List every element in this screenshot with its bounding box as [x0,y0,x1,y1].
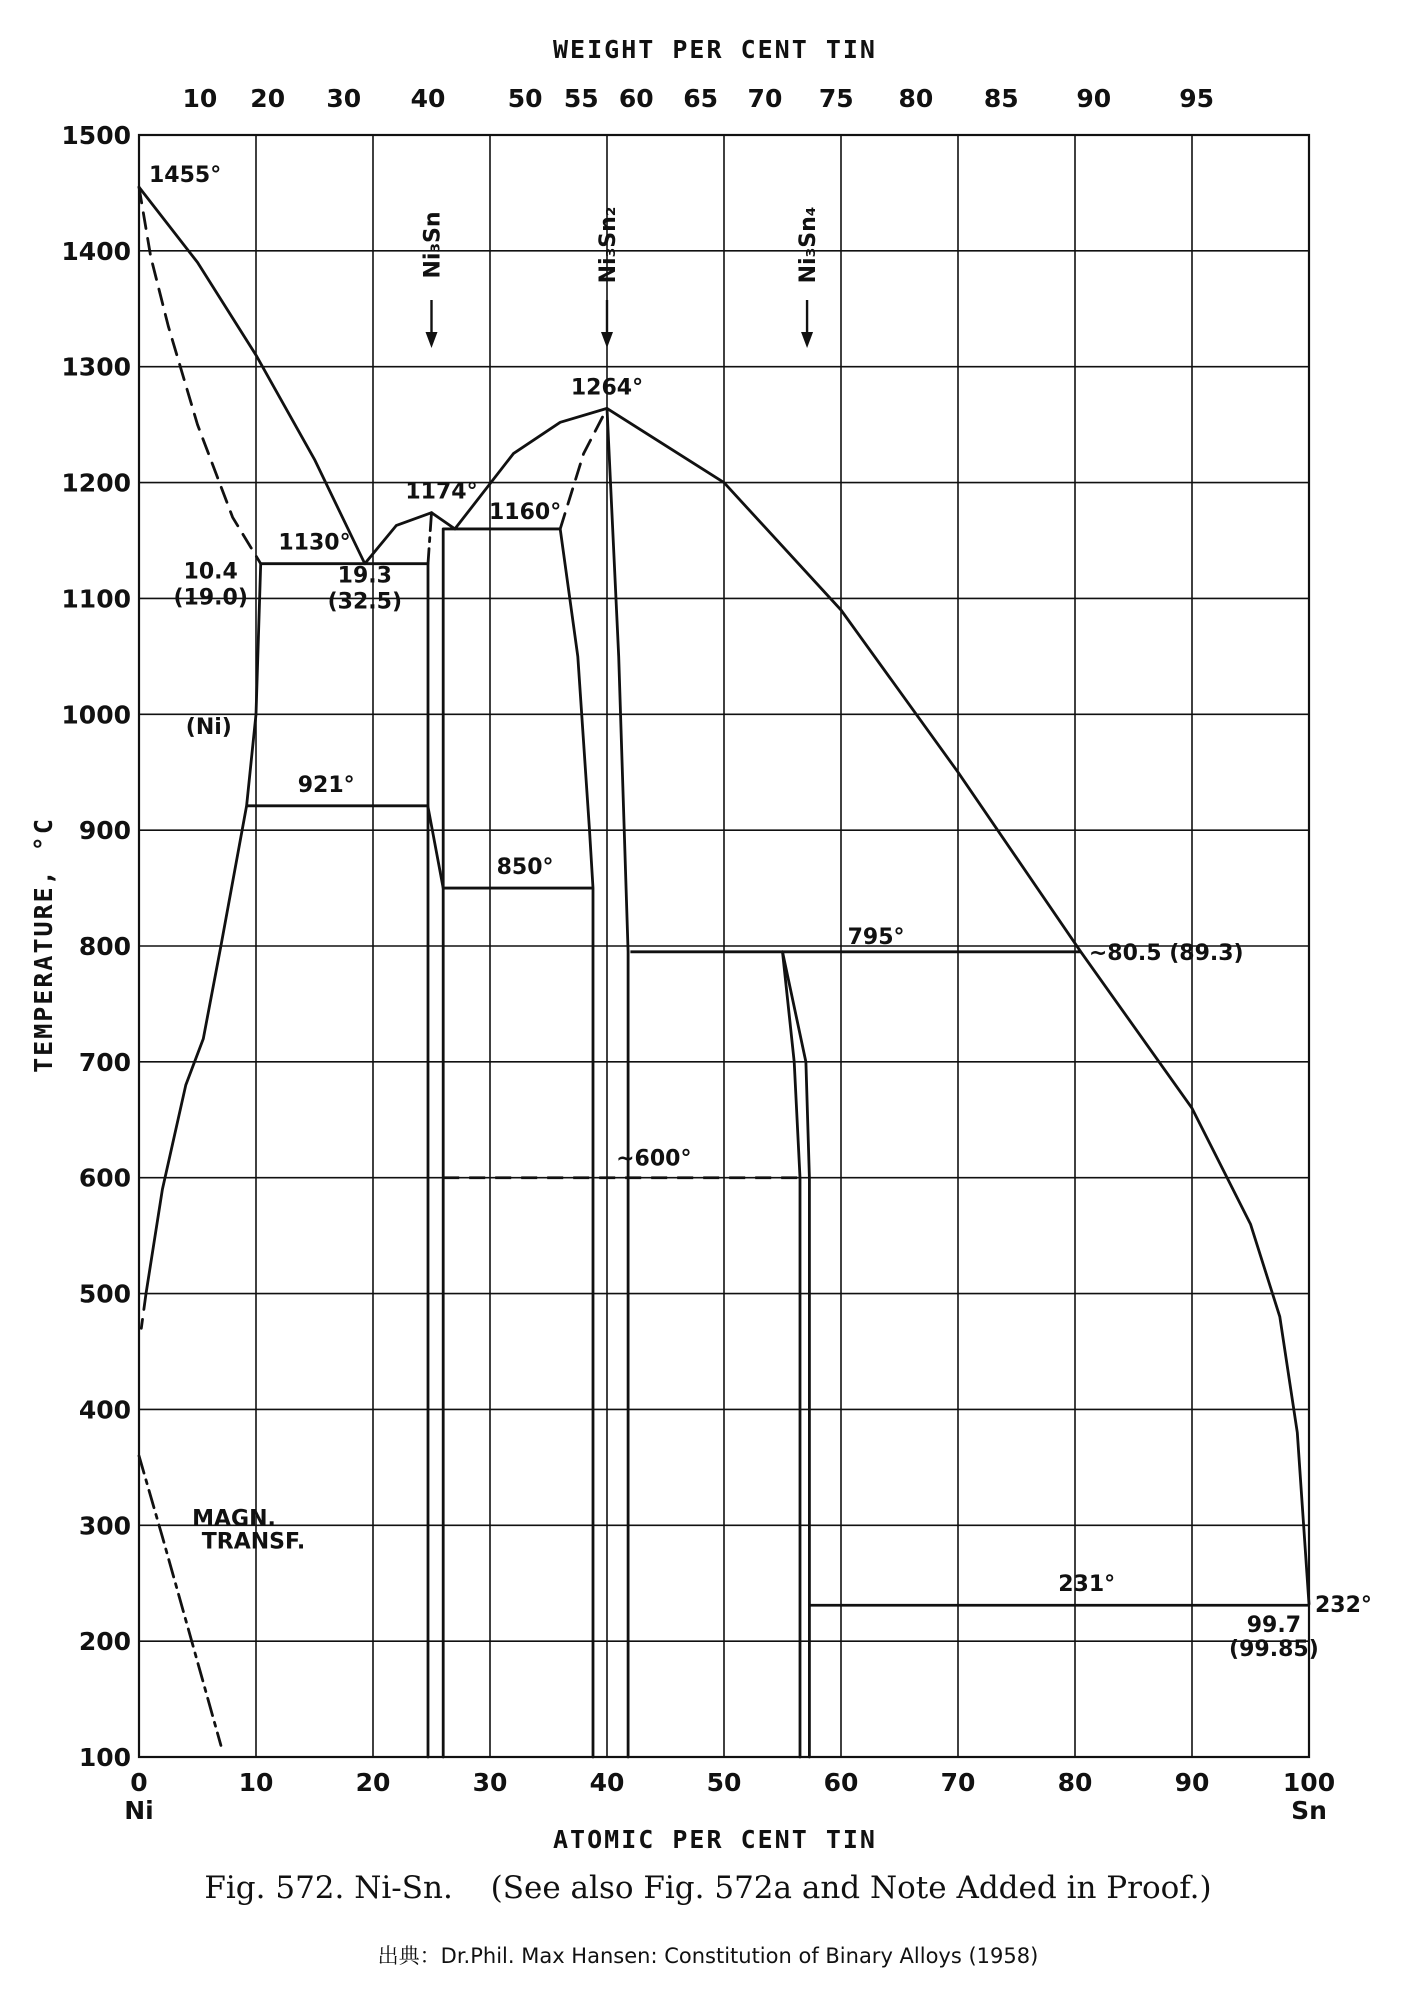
y-axis-title: TEMPERATURE, °C [29,817,58,1073]
x-tick-label: 10 [238,1768,274,1797]
top-axis-title: WEIGHT PER CENT TIN [553,35,877,64]
phase-arrow-head [426,332,438,348]
curve-liquidus-ni [139,187,365,564]
annotation-label: ~600° [616,1146,692,1172]
annotation-label: 19.3 [337,563,392,589]
annotation-label: 10.4 [183,559,238,585]
curve-ni3sn2-left-boundary [560,529,593,1757]
annotation-label: 1130° [278,530,351,556]
y-tick-label: 600 [78,1163,131,1193]
top-tick-label: 55 [563,84,599,113]
annotation-label: 921° [297,772,355,798]
top-tick-label: 85 [983,84,1019,113]
top-tick-label: 80 [898,84,934,113]
x-tick-label: 50 [706,1768,742,1797]
top-tick-label: 75 [818,84,854,113]
figure-label: Fig. 572. Ni-Sn. [204,1870,453,1906]
x-tick-label: 100 [1282,1768,1336,1797]
annotation-label: (99.85) [1229,1637,1319,1663]
annotation-label: (Ni) [185,714,232,740]
y-tick-label: 300 [78,1511,131,1541]
x-tick-label: 80 [1057,1768,1093,1797]
top-tick-label: 40 [410,84,446,113]
y-tick-label: 500 [78,1279,131,1309]
annotation-label: 1174° [405,479,478,505]
phase-markers [421,207,822,348]
curve-ni3sn-boundary [428,807,443,888]
y-tick-label: 1200 [61,468,131,498]
annotation-label: 1160° [488,499,562,525]
curve-magn-transf [139,1456,221,1746]
top-tick-label: 65 [683,84,718,113]
top-tick-label: 10 [182,84,218,113]
annotation-label: 99.7 [1246,1613,1302,1639]
top-tick-label: 60 [618,84,654,113]
y-tick-label: 1000 [61,700,131,730]
y-tick-label: 1400 [61,236,131,266]
y-tick-label: 800 [78,932,131,961]
y-tick-label: 900 [78,816,131,846]
annotations [149,163,1372,1662]
x-tick-label: 70 [940,1768,976,1797]
annotation-label: 1264° [570,375,644,401]
curve-ni3sn-left-solid [428,513,432,564]
top-tick-label: 90 [1076,84,1112,113]
top-tick-label: 20 [250,84,286,113]
curve-solvus-ni [146,564,261,1294]
y-tick-label: 200 [78,1627,131,1657]
figure-note: (See also Fig. 572a and Note Added in Proof.) [490,1870,1212,1906]
curve-solidus-ni3sn2-left [560,408,607,529]
y-tick-label: 100 [78,1743,131,1772]
annotation-label: TRANSF. [201,1529,306,1555]
x-tick-label: 0 [130,1768,148,1797]
phase-label: Ni₃Sn₂ [596,206,621,284]
y-tick-label: 1100 [61,584,131,614]
y-tick-label: 700 [78,1047,131,1077]
x-tick-label: 40 [589,1768,625,1797]
figure-caption [0,1870,1416,1906]
phase-arrow-head [601,332,613,348]
x-axis-title: ATOMIC PER CENT TIN [553,1825,877,1854]
x-end-label-sn: Sn [1291,1796,1327,1825]
phase-label: Ni₃Sn₄ [796,206,822,284]
x-tick-label: 60 [823,1768,859,1797]
source-credit: 出典：Dr.Phil. Max Hansen: Constitution of Binary Alloys (1958) [377,1944,1039,1968]
phase-label: Ni₃Sn [420,211,446,279]
annotation-label: 850° [496,855,554,881]
y-tick-label: 400 [78,1395,131,1425]
curve-ni3sn2-right-boundary [607,408,628,1757]
annotation-label: 232° [1315,1593,1372,1619]
phase-arrow-head [801,332,813,348]
annotation-label: 795° [847,924,905,950]
curve-ni3sn4-left [783,952,801,1757]
x-tick-label: 90 [1174,1768,1210,1797]
y-tick-label: 1300 [61,352,131,382]
top-tick-label: 95 [1179,84,1215,113]
annotation-label: ~80.5 (89.3) [1088,940,1244,966]
annotation-label: (32.5) [327,589,403,615]
annotation-label: 231° [1058,1572,1116,1598]
top-tick-label: 30 [326,84,362,113]
x-end-label-ni: Ni [124,1796,154,1825]
x-tick-label: 30 [472,1768,508,1797]
annotation-label: (19.0) [173,585,248,611]
curve-solidus-ni [139,187,261,564]
y-tick-label: 1500 [61,121,131,150]
annotation-label: 1455° [149,163,222,189]
curve-solvus-ni-dashed [141,1294,146,1329]
annotation-label: MAGN. [192,1506,276,1532]
curve-liquidus-ni3sn [365,513,455,564]
top-tick-label: 70 [747,84,783,113]
top-tick-label: 50 [507,84,543,113]
x-tick-label: 20 [355,1768,391,1797]
